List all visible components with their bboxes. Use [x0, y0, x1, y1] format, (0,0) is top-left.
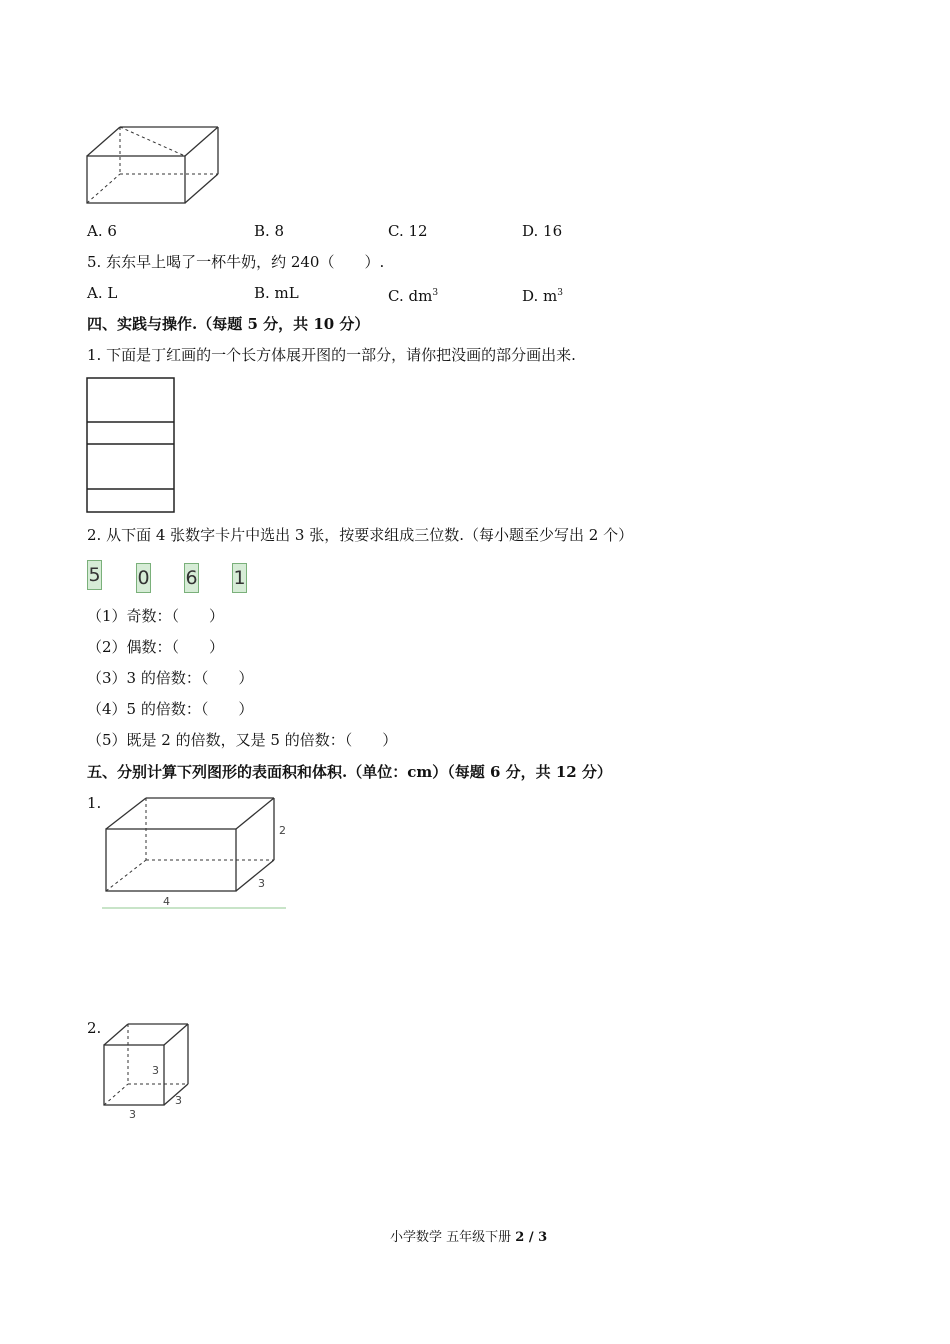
dim-label-length: 4 — [163, 895, 170, 908]
page-footer — [390, 1228, 547, 1248]
footer-subject: 小学数学 五年级下册 — [390, 1230, 516, 1245]
page-number: 2 / 3 — [515, 1230, 548, 1245]
section-four-heading: 四、实践与操作.（每题 5 分，共 10 分） — [87, 315, 370, 333]
dim-label-height: 2 — [279, 824, 286, 837]
sub-question-even: （2）偶数：（ ） — [87, 638, 225, 656]
q5-option-c-exponent: 3 — [432, 288, 439, 298]
number-card-5: 5 — [87, 560, 102, 590]
number-card-1: 1 — [232, 563, 247, 593]
q4-option-c: C. 12 — [388, 222, 428, 240]
section-five-heading: 五、分别计算下列图形的表面积和体积.（单位：cm）（每题 6 分，共 12 分） — [87, 763, 612, 781]
dim-label-edge-a: 3 — [152, 1064, 159, 1077]
q5-option-b: B. mL — [254, 284, 299, 302]
cuboid-figure-q4 — [80, 120, 230, 210]
q5-option-d: D. $m^3$ — [522, 287, 563, 305]
sub-question-multiple-3: （3）3 的倍数：（ ） — [87, 669, 254, 687]
q5-question: 5. 东东早上喝了一杯牛奶，约 240（ ）. — [87, 253, 385, 271]
number-card-0: 0 — [136, 563, 151, 593]
q4-option-d: D. 16 — [522, 222, 563, 240]
cuboid-net-figure — [86, 377, 178, 517]
cuboid-figure-q1 — [100, 795, 290, 910]
section-four-question-1: 1. 下面是丁红画的一个长方体展开图的一部分，请你把没画的部分画出来. — [87, 346, 576, 364]
q5-option-a: A. L — [87, 284, 118, 302]
q5-option-d-exponent: 3 — [557, 288, 563, 298]
sub-question-multiple-5: （4）5 的倍数：（ ） — [87, 700, 254, 718]
sub-question-multiple-2-and-5: （5）既是 2 的倍数，又是 5 的倍数：（ ） — [87, 731, 398, 749]
section-four-question-2: 2. 从下面 4 张数字卡片中选出 3 张，按要求组成三位数.（每小题至少写出 2 个） — [87, 526, 634, 544]
sub-question-odd: （1）奇数：（ ） — [87, 607, 225, 625]
number-card-6: 6 — [184, 563, 199, 593]
q4-option-a: A. 6 — [87, 222, 117, 240]
q5-option-c: C. $dm^3$ — [388, 287, 439, 305]
section-five-question-2-label: 2. — [87, 1019, 102, 1037]
dim-label-width: 3 — [258, 877, 265, 890]
section-five-question-1-label: 1. — [87, 794, 102, 812]
dim-label-edge-b: 3 — [175, 1094, 182, 1107]
cube-figure-q2 — [100, 1020, 200, 1120]
dim-label-edge-c: 3 — [129, 1108, 136, 1121]
q4-option-b: B. 8 — [254, 222, 285, 240]
